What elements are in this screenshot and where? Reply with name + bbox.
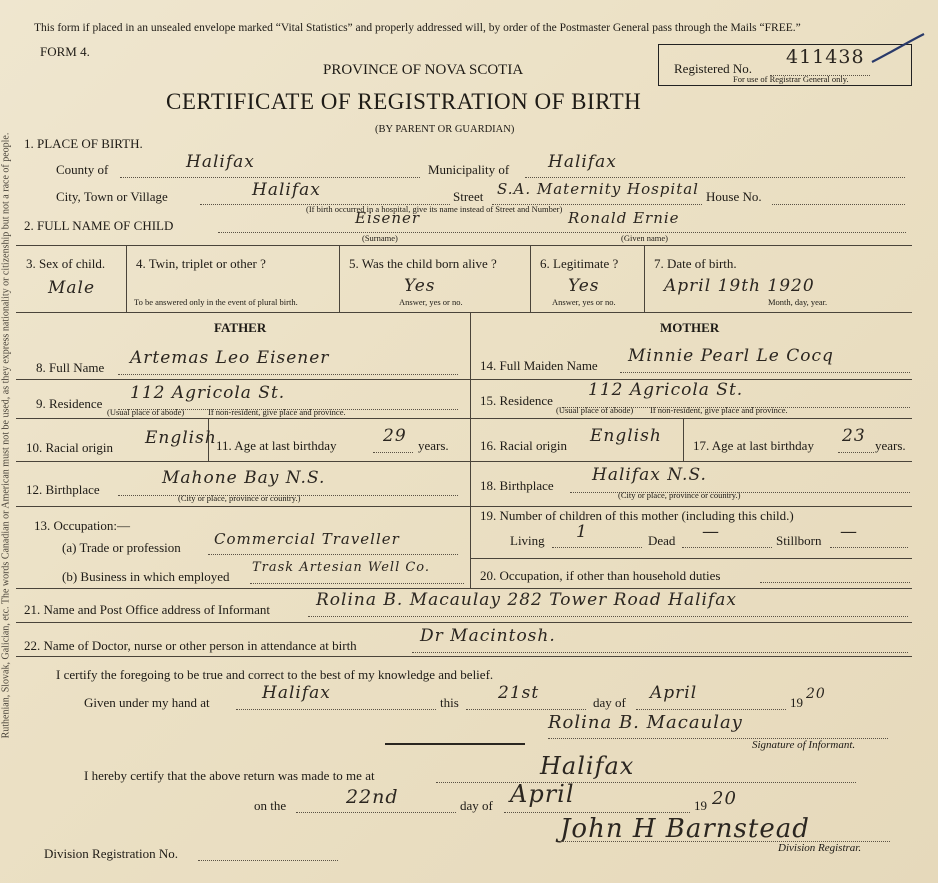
father-birthplace-label: 12. Birthplace [26, 482, 100, 497]
sex-value: Male [48, 278, 96, 298]
child-name-label: 2. FULL NAME OF CHILD [24, 218, 174, 233]
municipality-label: Municipality of [428, 162, 510, 177]
mother-name-label: 14. Full Maiden Name [480, 358, 598, 373]
return-day: 22nd [346, 786, 399, 808]
twin-label: 4. Twin, triplet or other ? [136, 256, 266, 271]
street-value: S.A. Maternity Hospital [497, 180, 699, 198]
mother-birthplace-note: (City or place, province or country.) [618, 490, 741, 500]
county-label: County of [56, 162, 109, 177]
on-the-label: on the [254, 798, 287, 813]
father-heading: FATHER [214, 320, 267, 335]
municipality-value: Halifax [548, 152, 617, 172]
stillborn-label: Stillborn [776, 533, 822, 548]
certify-statement: I certify the foregoing to be true and correct to the best of my knowledge and belief. [56, 667, 494, 682]
county-value: Halifax [186, 152, 255, 172]
child-surname: Eisener [355, 209, 421, 227]
return-month: April [510, 780, 575, 808]
given-caption: (Given name) [621, 233, 668, 243]
alive-value: Yes [404, 276, 436, 296]
mother-name-value: Minnie Pearl Le Cocq [628, 346, 834, 366]
given-year: 20 [806, 686, 826, 702]
certificate-title: CERTIFICATE OF REGISTRATION OF BIRTH [166, 89, 642, 114]
living-label: Living [510, 533, 545, 548]
check-mark-icon [868, 30, 928, 70]
given-place: Halifax [262, 683, 331, 703]
certificate-subtitle: (BY PARENT OR GUARDIAN) [375, 124, 515, 135]
this-label: this [440, 695, 459, 710]
city-value: Halifax [252, 180, 321, 200]
informant-signature: Rolina B. Macaulay [548, 712, 743, 733]
twin-note: To be answered only in the event of plural birth. [134, 297, 298, 307]
division-registrar-label: Division Registrar. [778, 842, 862, 854]
mother-residence-note-a: (Usual place of abode) [556, 405, 634, 415]
dob-note: Month, day, year. [768, 297, 828, 307]
dob-value: April 19th 1920 [664, 276, 815, 296]
doctor-label: 22. Name of Doctor, nurse or other person in attendance at birth [24, 638, 357, 653]
mother-residence-value: 112 Agricola St. [588, 380, 744, 400]
form-number: FORM 4. [40, 44, 90, 59]
father-racial-label: 10. Racial origin [26, 440, 114, 455]
mother-birthplace-value: Halifax N.S. [592, 465, 707, 485]
stillborn-value: — [840, 522, 858, 542]
dead-label: Dead [648, 533, 676, 548]
sex-label: 3. Sex of child. [26, 256, 106, 271]
mother-residence-note-b: If non-resident, give place and province. [650, 405, 788, 415]
given-year-prefix: 19 [790, 695, 803, 710]
division-registration-label: Division Registration No. [44, 846, 178, 861]
legitimate-label: 6. Legitimate ? [540, 256, 619, 271]
place-of-birth-heading: 1. PLACE OF BIRTH. [24, 136, 143, 151]
father-occupation-label: 13. Occupation:— [34, 518, 131, 533]
father-trade-value: Commercial Traveller [214, 530, 400, 548]
mother-age-value: 23 [842, 426, 866, 446]
registrar-signature: John H Barnstead [560, 814, 810, 844]
registrar-use-note: For use of Registrar General only. [733, 74, 849, 84]
hospital-note: (If birth occurred in a hospital, give its name instead of Street and Number) [306, 204, 563, 214]
informant-label: 21. Name and Post Office address of Informant [24, 602, 270, 617]
legitimate-value: Yes [568, 276, 600, 296]
father-business-label: (b) Business in which employed [62, 569, 230, 584]
mother-occupation-label: 20. Occupation, if other than household duties [480, 568, 721, 583]
father-birthplace-value: Mahone Bay N.S. [162, 468, 326, 488]
child-given-name: Ronald Ernie [568, 209, 680, 227]
informant-signature-label: Signature of Informant. [752, 739, 856, 751]
father-trade-label: (a) Trade or profession [62, 540, 181, 555]
alive-label: 5. Was the child born alive ? [349, 256, 497, 271]
registered-label: Registered No. [674, 61, 752, 76]
alive-note: Answer, yes or no. [399, 297, 463, 307]
father-residence-note-a: (Usual place of abode) [107, 407, 185, 417]
given-under-label: Given under my hand at [84, 695, 210, 710]
children-count-label: 19. Number of children of this mother (including this child.) [480, 508, 794, 523]
return-day-of-label: day of [460, 798, 493, 813]
father-age-value: 29 [383, 426, 407, 446]
given-day: 21st [498, 683, 540, 703]
given-month: April [650, 683, 698, 703]
doctor-value: Dr Macintosh. [420, 626, 556, 646]
mother-years-label: years. [875, 438, 906, 453]
father-name-label: 8. Full Name [36, 360, 105, 375]
father-residence-note-b: If non-resident, give place and province. [208, 407, 346, 417]
dob-label: 7. Date of birth. [654, 256, 737, 271]
mother-birthplace-label: 18. Birthplace [480, 478, 554, 493]
day-of-label: day of [593, 695, 626, 710]
father-business-value: Trask Artesian Well Co. [252, 560, 431, 575]
return-year: 20 [712, 788, 737, 809]
father-name-value: Artemas Leo Eisener [130, 348, 330, 368]
mail-notice: This form if placed in an unsealed envelope marked “Vital Statistics” and properly addressed will, by order of the Postmaster General pass through the Mails “FREE.” [34, 22, 801, 34]
legitimate-note: Answer, yes or no. [552, 297, 616, 307]
registered-number: 411438 [786, 46, 865, 68]
father-age-label: 11. Age at last birthday [216, 438, 337, 453]
city-label: City, Town or Village [56, 189, 168, 204]
house-number-label: House No. [706, 189, 762, 204]
informant-value: Rolina B. Macaulay 282 Tower Road Halifax [316, 590, 737, 610]
mother-age-label: 17. Age at last birthday [693, 438, 814, 453]
living-value: 1 [576, 522, 588, 542]
return-place: Halifax [540, 752, 635, 780]
father-residence-label: 9. Residence [36, 396, 103, 411]
father-racial-value: English [145, 428, 217, 448]
surname-caption: (Surname) [362, 233, 398, 243]
father-birthplace-note: (City or place, province or country.) [178, 493, 301, 503]
mother-racial-label: 16. Racial origin [480, 438, 568, 453]
province-heading: PROVINCE OF NOVA SCOTIA [323, 62, 524, 78]
side-margin-text: Ruthenian, Slovak, Galician, etc. The words Canadian or American must not be used, as they express nationality or citizenship but not a race of people. [0, 132, 12, 739]
mother-residence-label: 15. Residence [480, 393, 553, 408]
return-statement: I hereby certify that the above return was made to me at [84, 768, 375, 783]
return-year-prefix: 19 [694, 798, 707, 813]
mother-heading: MOTHER [660, 320, 720, 335]
father-years-label: years. [418, 438, 449, 453]
dead-value: — [702, 522, 720, 542]
street-label: Street [453, 189, 484, 204]
father-residence-value: 112 Agricola St. [130, 383, 286, 403]
mother-racial-value: English [590, 426, 662, 446]
